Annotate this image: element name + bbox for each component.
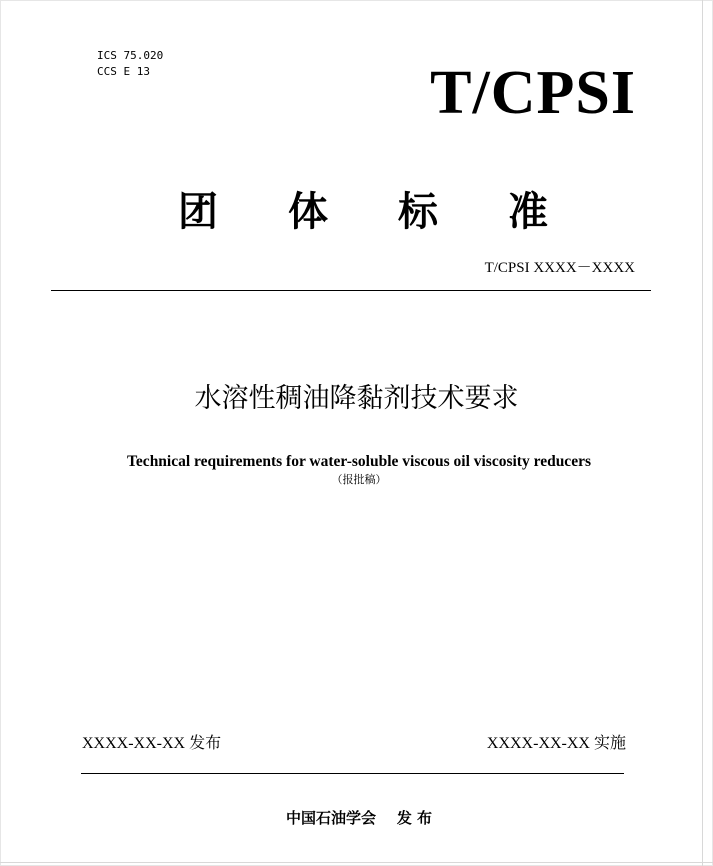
ccs-code: CCS E 13 xyxy=(97,65,150,78)
publish-date: XXXX-XX-XX 发布 xyxy=(82,735,222,752)
standard-number: T/CPSI XXXX－XXXX xyxy=(484,260,635,276)
ics-code: ICS 75.020 xyxy=(97,49,164,62)
standard-type-heading xyxy=(178,186,548,238)
title-english: Technical requirements for water-soluble viscous oil viscosity reducers xyxy=(127,453,591,470)
standard-brand: T/CPSI xyxy=(430,59,636,127)
page-border-right xyxy=(702,0,703,866)
standard-type-char: 准 xyxy=(508,189,548,235)
top-divider xyxy=(51,290,651,291)
page-border-bottom xyxy=(0,862,713,863)
implement-date: XXXX-XX-XX 实施 xyxy=(486,735,626,752)
draft-status: （报批稿） xyxy=(331,473,387,486)
standard-type-char: 标 xyxy=(398,189,438,235)
standard-type-char: 团 xyxy=(178,189,218,235)
publisher: 中国石油学会 发 布 xyxy=(285,809,433,827)
standard-type-char: 体 xyxy=(288,189,328,235)
title-chinese: 水溶性稠油降黏剂技术要求 xyxy=(194,383,519,414)
bottom-divider xyxy=(81,773,624,774)
